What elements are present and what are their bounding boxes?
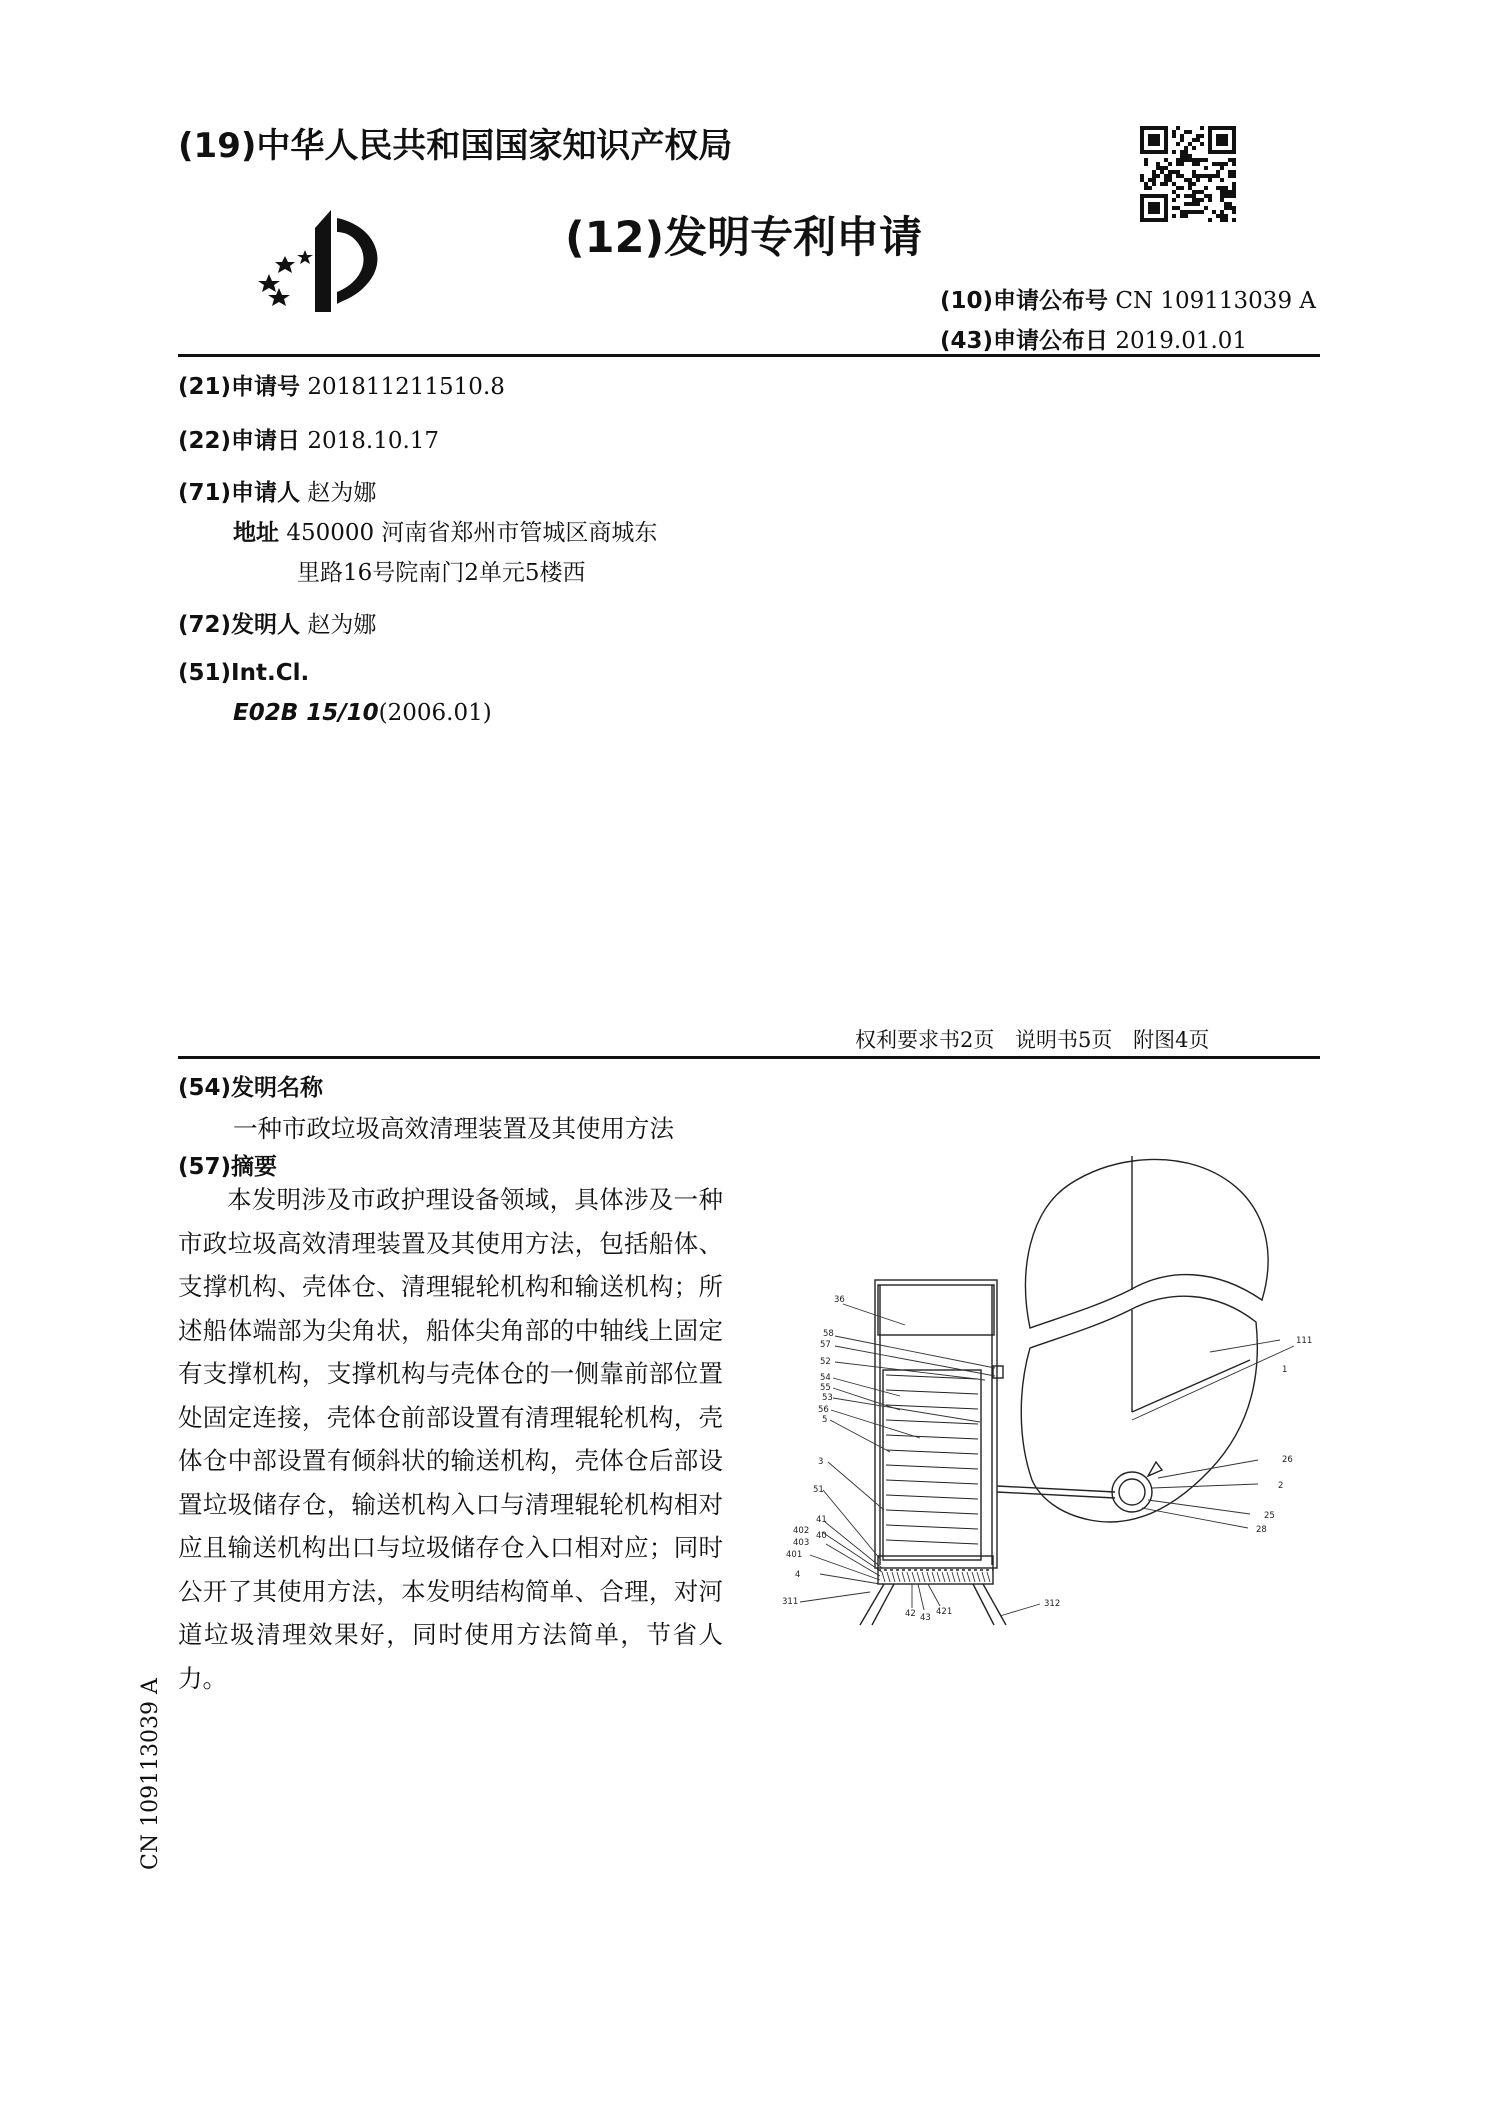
label-311: 311	[782, 1597, 799, 1607]
label-401: 401	[786, 1550, 803, 1560]
label-56: 56	[818, 1405, 829, 1415]
roller-tick	[902, 1572, 905, 1582]
label-51: 51	[813, 1485, 824, 1495]
application-date: 2018.10.17	[307, 428, 440, 454]
intcl-year: (2006.01)	[378, 700, 492, 726]
roller-tick	[957, 1572, 960, 1582]
roller-tick	[962, 1572, 965, 1582]
roller-tick	[937, 1572, 940, 1582]
pulley-outer	[1112, 1472, 1152, 1512]
roller-tick	[882, 1572, 885, 1582]
application-number-label: (21)申请号	[178, 374, 301, 400]
document-type: (12)发明专利申请	[565, 213, 923, 263]
intcl-label: (51)Int.Cl.	[178, 660, 310, 686]
conveyor-slat	[886, 1375, 978, 1379]
roller-tick	[942, 1572, 945, 1582]
conveyor-frame	[883, 1370, 981, 1560]
roller-tick	[972, 1572, 975, 1582]
roller-tick	[917, 1572, 920, 1582]
roller-tick	[977, 1572, 980, 1582]
label-43: 43	[920, 1613, 931, 1623]
label-312: 312	[1044, 1599, 1061, 1609]
label-42: 42	[905, 1609, 916, 1619]
inventor-row	[178, 606, 376, 639]
intcl-class-row	[233, 700, 492, 726]
conveyor-slat	[886, 1435, 978, 1439]
applicant-name: 赵为娜	[307, 480, 377, 506]
label-58: 58	[823, 1329, 834, 1339]
label-57: 57	[820, 1340, 831, 1350]
storage-bin	[875, 1280, 997, 1568]
leg-right	[983, 1584, 1006, 1625]
publication-number-label: (10)申请公布号	[940, 288, 1109, 314]
title-label: (54)发明名称	[178, 1075, 324, 1101]
office-name: (19)中华人民共和国国家知识产权局	[178, 126, 733, 166]
label-2: 2	[1278, 1481, 1284, 1491]
conveyor-slat	[886, 1450, 978, 1454]
application-date-label: (22)申请日	[178, 428, 301, 454]
publication-date-label: (43)申请公布日	[940, 328, 1109, 354]
conveyor-slat	[886, 1465, 978, 1469]
label-25: 25	[1264, 1511, 1275, 1521]
header-rule	[178, 354, 1320, 357]
label-36: 36	[834, 1295, 845, 1305]
address-label: 地址	[233, 520, 279, 546]
pulley-inner	[1119, 1479, 1145, 1505]
label-52: 52	[820, 1357, 831, 1367]
roller-tick	[892, 1572, 895, 1582]
label-403: 403	[793, 1538, 810, 1548]
address-line-1: 450000 河南省郑州市管城区商城东	[286, 520, 658, 546]
conveyor-slat	[886, 1495, 978, 1499]
leg-left	[860, 1584, 884, 1625]
conveyor-slat	[886, 1420, 978, 1424]
label-55: 55	[820, 1383, 831, 1393]
roller-tick	[947, 1572, 950, 1582]
label-28: 28	[1256, 1525, 1267, 1535]
roller-tick	[987, 1572, 990, 1582]
roller-tick	[922, 1572, 925, 1582]
label-5: 5	[822, 1415, 828, 1425]
section-rule	[178, 1056, 1320, 1059]
roller-tick	[912, 1572, 915, 1582]
label-3: 3	[818, 1457, 824, 1467]
intcl-code: E02B 15/10	[233, 700, 379, 726]
inventor-label: (72)发明人	[178, 612, 301, 638]
publication-number-row	[940, 282, 1316, 315]
label-26: 26	[1282, 1455, 1293, 1465]
application-number: 201811211510.8	[307, 374, 505, 400]
applicant-label: (71)申请人	[178, 480, 301, 506]
label-421: 421	[936, 1607, 953, 1617]
label-402: 402	[793, 1526, 810, 1536]
page-count-info: 权利要求书2页 说明书5页 附图4页	[855, 1028, 1210, 1052]
conveyor-slat	[886, 1405, 978, 1409]
label-41: 41	[816, 1515, 827, 1525]
application-date-row	[178, 422, 439, 455]
inventor-name: 赵为娜	[307, 612, 377, 638]
address-row	[233, 514, 657, 547]
invention-title: 一种市政垃圾高效清理装置及其使用方法	[233, 1114, 674, 1143]
label-4: 4	[795, 1570, 801, 1580]
label-54: 54	[820, 1373, 831, 1383]
roller-tick	[982, 1572, 985, 1582]
label-40: 40	[816, 1531, 827, 1541]
publication-number: CN 109113039 A	[1115, 288, 1316, 314]
label-1: 1	[1282, 1365, 1288, 1375]
application-number-row	[178, 368, 505, 401]
publication-date-row	[940, 322, 1247, 355]
publication-date: 2019.01.01	[1115, 328, 1248, 354]
abstract-text: 本发明涉及市政护理设备领域，具体涉及一种市政垃圾高效清理装置及其使用方法，包括船体、支撑机构、壳体仓、清理辊轮机构和输送机构；所述船体端部为尖角状，船体尖角部的中轴线上固定有支撑机构，支撑机构与壳体仓的一侧靠前部位置处固定连接，壳体仓前部设置有清理辊轮机构，壳体仓中部设置有倾斜状的输送机构，壳体仓后部设置垃圾储存仓，输送机构入口与清理辊轮机构相对应且输送机构出口与垃圾储存仓入口相对应；同时公开了其使用方法，本发明结构简单、合理，对河道垃圾清理效果好，同时使用方法简单，节省人力。	[178, 1185, 723, 1693]
conveyor-slat	[886, 1510, 978, 1514]
roller-tick	[952, 1572, 955, 1582]
support-arm	[997, 1486, 1115, 1492]
roller-tick	[967, 1572, 970, 1582]
roller-tick	[927, 1572, 930, 1582]
qr-code	[1140, 126, 1236, 222]
label-111: 111	[1296, 1336, 1313, 1346]
conveyor-slat	[886, 1525, 978, 1529]
cnipa-logo	[245, 200, 395, 320]
conveyor-slat	[886, 1390, 978, 1394]
applicant-row	[178, 474, 376, 507]
abstract-figure	[782, 1150, 1320, 1630]
roller-tick	[932, 1572, 935, 1582]
intcl-row	[178, 660, 309, 686]
roller-tick	[897, 1572, 900, 1582]
abstract-label: (57)摘要	[178, 1154, 278, 1180]
conveyor-slat	[886, 1480, 978, 1484]
address-line-2: 里路16号院南门2单元5楼西	[297, 560, 586, 586]
conveyor-slat	[886, 1540, 978, 1544]
roller-tick	[907, 1572, 910, 1582]
label-53: 53	[822, 1393, 833, 1403]
roller-tick	[887, 1572, 890, 1582]
side-publication-number: CN 109113039 A	[138, 1678, 163, 1870]
